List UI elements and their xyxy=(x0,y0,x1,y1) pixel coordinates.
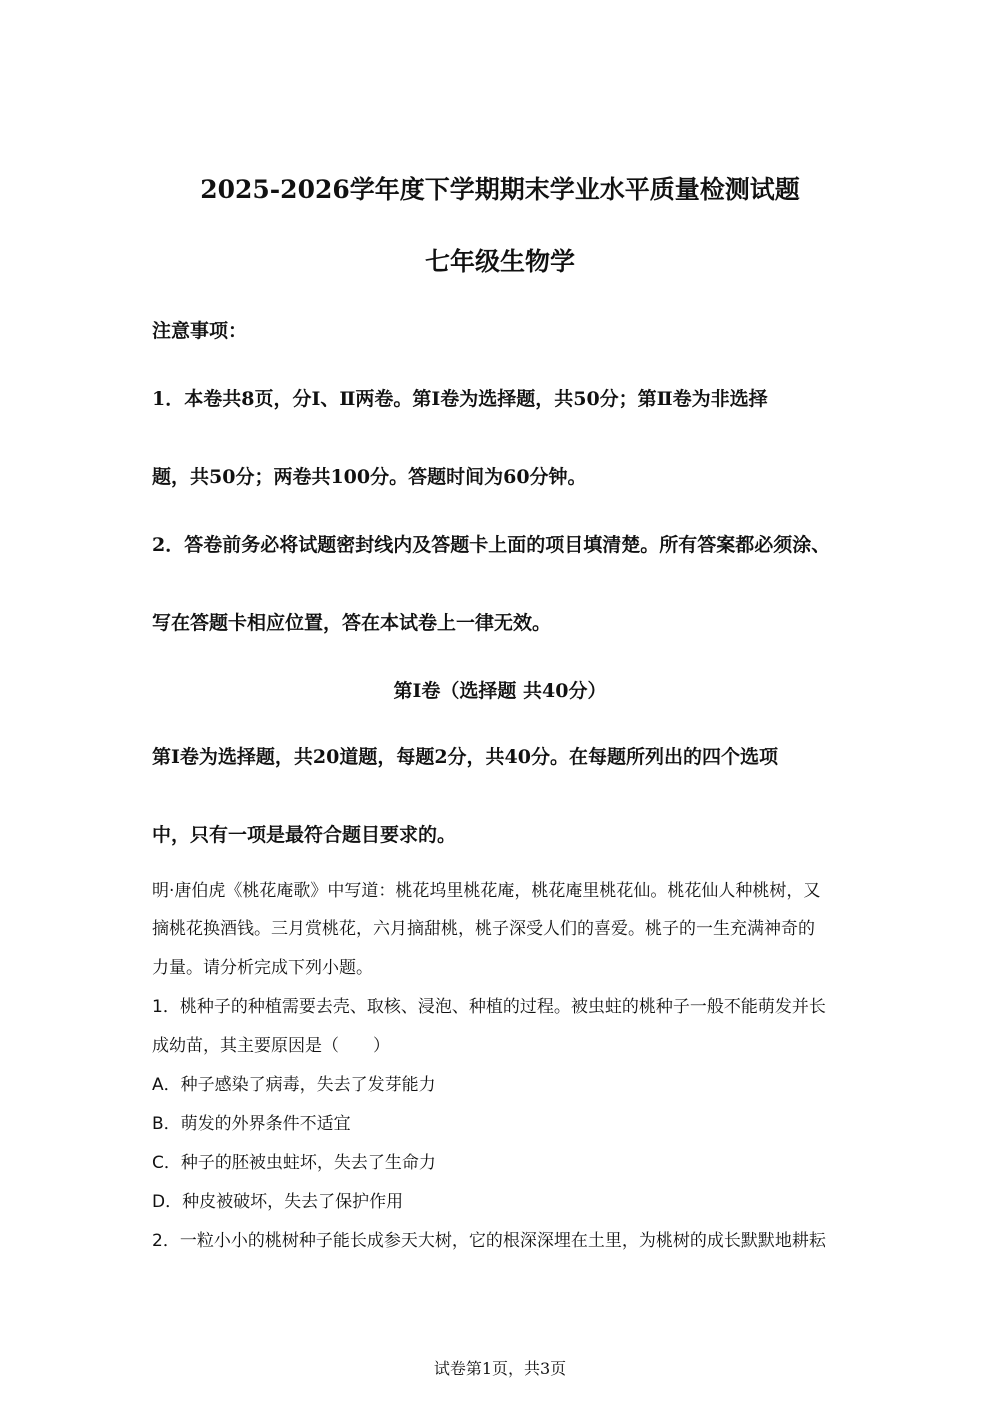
notice-item-1-line-2: 题，共50分；两卷共100分。答题时间为60分钟。 xyxy=(152,466,587,488)
question-1-option-a: A．种子感染了病毒，失去了发芽能力 xyxy=(152,1075,436,1095)
notice-item-2-line-2: 写在答题卡相应位置，答在本试卷上一律无效。 xyxy=(152,612,552,634)
notice-item-2-line-1: 2．答卷前务必将试题密封线内及答题卡上面的项目填清楚。所有答案都必须涂、 xyxy=(152,534,831,556)
question-1-option-d: D．种皮被破坏，失去了保护作用 xyxy=(152,1192,404,1212)
question-1-option-b: B．萌发的外界条件不适宜 xyxy=(152,1114,351,1134)
section-instruction-line-1: 第Ⅰ卷为选择题，共20道题，每题2分，共40分。在每题所列出的四个选项 xyxy=(152,746,778,768)
passage-line-1: 明·唐伯虎《桃花庵歌》中写道：桃花坞里桃花庵，桃花庵里桃花仙。桃花仙人种桃树，又 xyxy=(152,881,821,901)
question-1-stem-line-2: 成幼苗，其主要原因是（ ） xyxy=(152,1036,390,1056)
notice-heading: 注意事项： xyxy=(152,320,248,342)
exam-title: 2025-2026学年度下学期期末学业水平质量检测试题 xyxy=(200,175,800,204)
section-title: 第Ⅰ卷（选择题 共40分） xyxy=(393,680,607,702)
passage-line-2: 摘桃花换酒钱。三月赏桃花，六月摘甜桃，桃子深受人们的喜爱。桃子的一生充满神奇的 xyxy=(152,919,815,939)
page-footer: 试卷第1页，共3页 xyxy=(433,1359,567,1378)
question-2-stem-line-1: 2．一粒小小的桃树种子能长成参天大树，它的根深深埋在土里，为桃树的成长默默地耕耘 xyxy=(152,1231,826,1251)
question-1-option-c: C．种子的胚被虫蛀坏，失去了生命力 xyxy=(152,1153,436,1173)
section-instruction-line-2: 中，只有一项是最符合题目要求的。 xyxy=(152,824,457,846)
subject-title: 七年级生物学 xyxy=(424,247,575,276)
notice-item-1-line-1: 1．本卷共8页，分Ⅰ、Ⅱ两卷。第Ⅰ卷为选择题，共50分；第Ⅱ卷为非选择 xyxy=(152,388,768,410)
question-1-stem-line-1: 1．桃种子的种植需要去壳、取核、浸泡、种植的过程。被虫蛀的桃种子一般不能萌发并长 xyxy=(152,997,826,1017)
passage-line-3: 力量。请分析完成下列小题。 xyxy=(152,958,373,978)
